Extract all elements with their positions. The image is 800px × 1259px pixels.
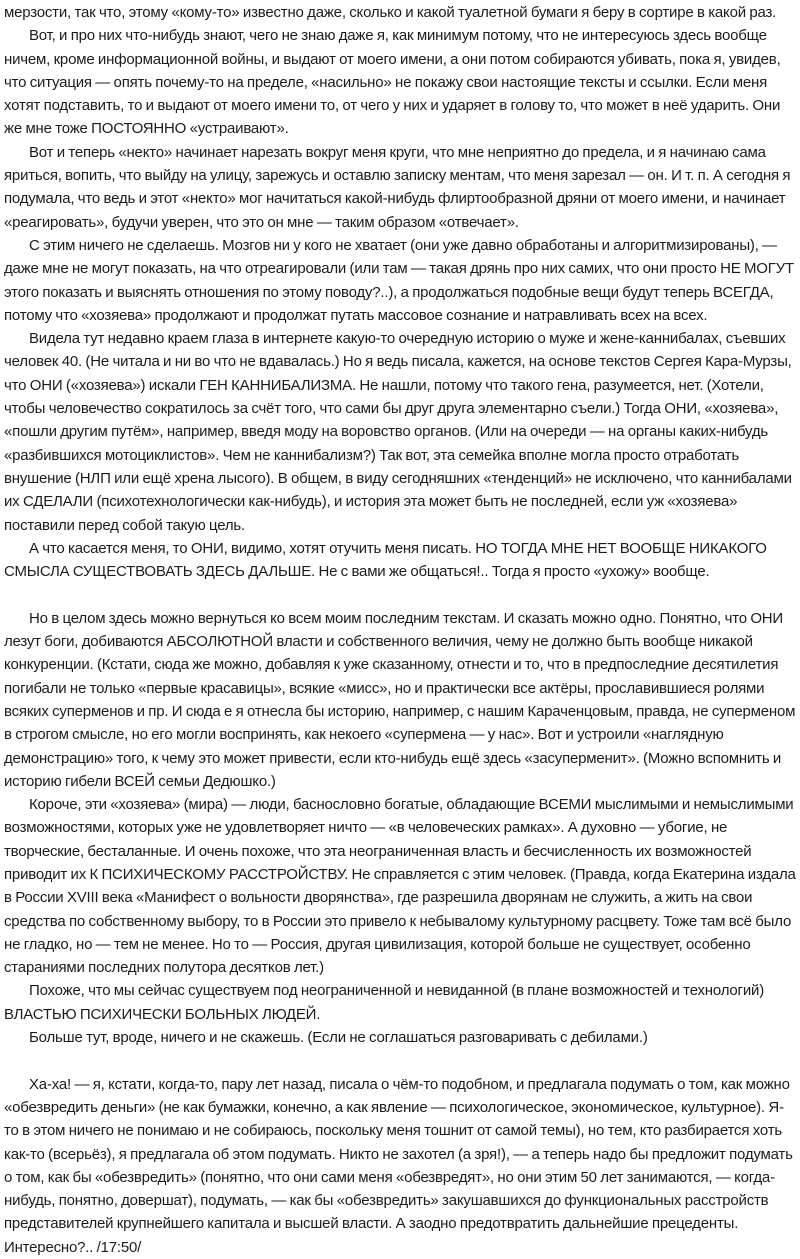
paragraph: Короче, эти «хозяева» (мира) — люди, баснословно богатые, обладающие ВСЕМИ мыслимыми и немыслимыми возможностями, которых уже не удовлетворяет ничто — «в человеческих рамках». А духовно — убогие, не творческие, бесталанные. И очень похоже, что эта неограниченная власть и бесчисленность их возможностей приводит их К ПСИХИЧЕСКОМУ РАССТРОЙСТВУ. Не справляется с этим человек. (Правда, когда Екатерина издала в России XVIII века «Манифест о вольности дворянства», где разрешила дворянам не служить, а жить на свои средства по собственному выбору, то в России это привело к небывалому культурному расцвету. Тоже там всё было не гладко, но — тем не менее. Но то — Россия, другая цивилизация, которой больше не существует, особенно стараниями последних полутора десятков лет.) bbox=[4, 796, 796, 977]
paragraph: Вот и теперь «некто» начинает нарезать вокруг меня круги, что мне неприятно до предела, и я начинаю сама яриться, вопить, что выйду на улицу, зарежусь и оставлю записку ментам, что меня зарезал — он. И т. п. А сегодня я подумала, что ведь и этот «некто» мог начитаться какой-нибудь флиртообразной дряни от моего имени, и начинает «реагировать», будучи уверен, что это он мне — таким образом «отвечает». bbox=[4, 143, 791, 231]
paragraph: Больше тут, вроде, ничего и не скажешь. (Если не соглашаться разговаривать с дебилами.) bbox=[29, 1029, 648, 1047]
paragraph: Но в целом здесь можно вернуться ко всем моим последним текстам. И сказать можно одно. Понятно, что ОНИ лезут боги, добиваются АБСОЛЮТНОЙ власти и собственного величия, чему не должно быть вообще никакой конкуренции. (Кстати, сюда же можно, добавляя к уже сказанному, отнести и то, что в предпоследние десятилетия погибали не только «первые красавицы», всякие «мисс», но и практически все актёры, прославившиеся ролями всяких суперменов и пр. И сюда е я отнесла бы историю, например, с нашим Караченцовым, правда, не суперменом в строгом смысле, но его могли воспринять, как некоего «супермена — у нас». Вот и устроили «наглядную демонстрацию» того, к чему это может привести, если кто-нибудь ещё здесь «засуперменит». (Можно вспомнить и историю гибели ВСЕЙ семьи Дедюшко.) bbox=[4, 609, 796, 790]
paragraph: Ха-ха! — я, кстати, когда-то, пару лет назад, писала о чём-то подобном, и предлагала подумать о том, как можно «обезвредить деньги» (не как бумажки, конечно, а как явление — психологическое, экономическое, культурное). Я-то в этом ничего не понимаю и не собираюсь, поскольку меня тошнит от самой темы), но тем, кто разбирается хоть как-то (всерьёз), я предлагала об этом подумать. Никто не захотел (а зря!), — а теперь надо бы предложит подумать о том, как бы «обезвредить» (понятно, что они сами меня «обезвредят», но они этим 50 лет занимаются, — когда-нибудь, понятно, довершат), подумать, — как бы «обезвредить» закушавшихся до функциональных расстройств представителей крупнейшего капитала и высшей власти. А заодно предотвратить дальнейшие прецеденты. Интересно?.. /17:50/ bbox=[4, 1075, 793, 1256]
paragraph: С этим ничего не сделаешь. Мозгов ни у кого не хватает (они уже давно обработаны и алгоритмизированы), — даже мне не могут показать, на что отреагировали (или там — такая дрянь про них самих, что они просто НЕ МОГУТ этого показать и выяснять отношения по этому поводу?..), а продолжаться подобные вещи будут теперь ВСЕГДА, потому что «хозяева» продолжают и продолжат путать массовое сознание и натравливать всех на всех. bbox=[4, 236, 794, 324]
paragraph: Видела тут недавно краем глаза в интернете какую-то очередную историю о муже и жене-каннибалах, съевших человек 40. (Не читала и ни во что не вдавалась.) Но я ведь писала, кажется, на основе текстов Сергея Кара-Мурзы, что ОНИ («хозяева») искали ГЕН КАННИБАЛИЗМА. Не нашли, потому что такого гена, разумеется, нет. (Хотели, чтобы человечество сократилось за счёт того, что сами бы друг друга элементарно съели.) Тогда ОНИ, «хозяева», «пошли другим путём», например, введя моду на воровство органов. (Или на очереди — на органы каких-нибудь «разбившихся мотоциклистов». Чем не каннибализм?) Так вот, эта семейка вполне могла просто отработать внушение (НЛП или ещё хрена лысого). В общем, в виду сегодняшних «тенденций» не исключено, что каннибалами их СДЕЛАЛИ (психотехнологически как-нибудь), и история эта может быть не последней, если уж «хозяева» поставили перед собой такую цель. bbox=[4, 330, 792, 534]
paragraph: А что касается меня, то ОНИ, видимо, хотят отучить меня писать. НО ТОГДА МНЕ НЕТ ВООБЩЕ НИКАКОГО СМЫСЛА СУЩЕСТВОВАТЬ ЗДЕСЬ ДАЛЬШЕ. Не с вами же общаться!.. Тогда я просто «ухожу» вообще. bbox=[4, 539, 767, 581]
paragraph: Вот, и про них что-нибудь знают, чего не знаю даже я, как минимум потому, что не интересуюсь здесь вообще ничем, кроме информационной войны, и выдают от моего имени, а они потом собираются убивать, пока я, увидев, что ситуация — опять почему-то на пределе, «насильно» не покажу свои настоящие тексты и ссылки. Если меня хотят подставить, то и выдают от моего имени то, от чего у них и ударяет в голову то, что может в неё ударить. Они же мне тоже ПОСТОЯННО «устраивают». bbox=[4, 27, 781, 138]
paragraph: Похоже, что мы сейчас существуем под неограниченной и невиданной (в плане возможностей и технологий) ВЛАСТЬЮ ПСИХИЧЕСКИ БОЛЬНЫХ ЛЮДЕЙ. bbox=[4, 982, 764, 1023]
paragraph: мерзости, так что, этому «кому-то» известно даже, сколько и какой туалетной бумаги я беру в сортире в какой раз. bbox=[4, 4, 777, 21]
document-body bbox=[4, 1, 796, 1259]
